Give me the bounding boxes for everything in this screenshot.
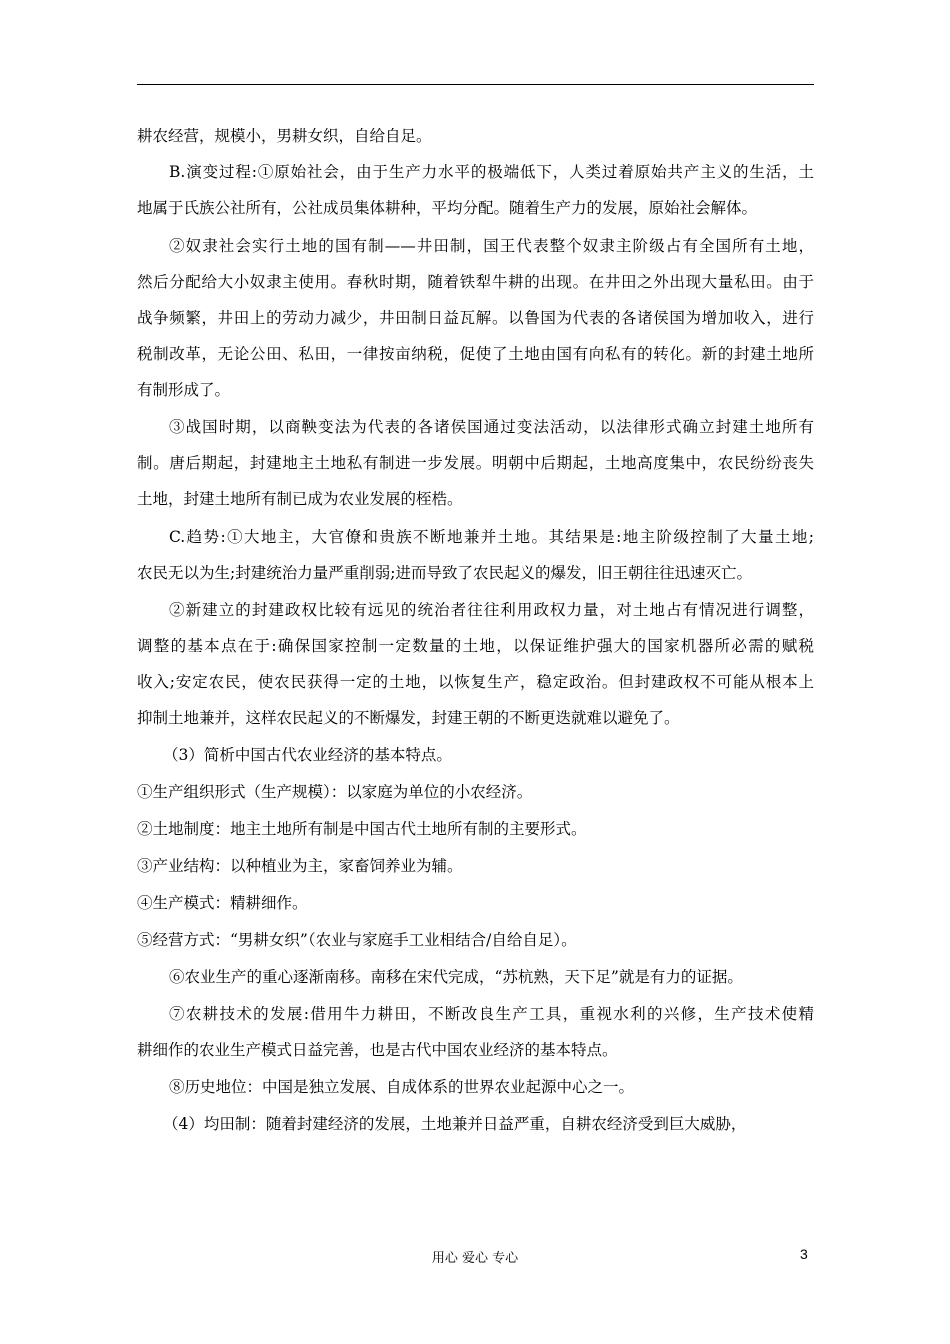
list-item: ⑦农耕技术的发展:借用牛力耕田，不断改良生产工具，重视水利的兴修，生产技术使精: [169, 1005, 814, 1023]
text-line: 收入;安定农民，使农民获得一定的土地，以恢复生产，稳定政治。但封建政权不可能从根本上: [137, 673, 814, 691]
footer-slogan: 用心 爱心 专心: [431, 1251, 519, 1266]
list-item: ⑥农业生产的重心逐渐南移。南移在宋代完成，“苏杭熟，天下足”就是有力的证据。: [169, 968, 743, 986]
text-line: 地属于氏族公社所有，公社成员集体耕种，平均分配。随着生产力的发展，原始社会解体。: [137, 199, 758, 217]
text-line: 抑制土地兼并，这样农民起义的不断爆发，封建王朝的不断更迭就难以避免了。: [137, 709, 680, 727]
text-line: 税制改革，无论公田、私田，一律按亩纳税，促使了土地由国有向私有的转化。新的封建土地所: [137, 345, 814, 363]
list-item: ③产业结构：以种植业为主，家畜饲养业为辅。: [137, 857, 463, 875]
text-line: 耕农经营，规模小，男耕女织，自给自足。: [137, 127, 432, 145]
text-line: 耕细作的农业生产模式日益完善，也是古代中国农业经济的基本特点。: [137, 1041, 618, 1059]
text-line: 调整的基本点在于:确保国家控制一定数量的土地，以保证维护强大的国家机器所必需的赋税: [137, 637, 814, 655]
text-line: 有制形成了。: [137, 381, 231, 399]
list-item: ④生产模式：精耕细作。: [137, 894, 308, 912]
text-line: C.趋势:①大地主，大官僚和贵族不断地兼并土地。其结果是:地主阶级控制了大量土地;: [169, 528, 814, 546]
text-line: 制。唐后期起，封建地主土地私有制进一步发展。明朝中后期起，土地高度集中，农民纷纷丧失: [137, 454, 814, 472]
section-heading: （4）均田制：随着封建经济的发展，土地兼并日益严重，自耕农经济受到巨大威胁，: [163, 1115, 747, 1133]
text-line: B.演变过程:①原始社会，由于生产力水平的极端低下，人类过着原始共产主义的生活，土: [169, 163, 814, 181]
header-rule: [137, 84, 814, 85]
text-line: ②新建立的封建政权比较有远见的统治者往往利用政权力量，对土地占有情况进行调整，: [169, 601, 814, 619]
text-line: ③战国时期，以商鞅变法为代表的各诸侯国通过变法活动，以法律形式确立封建土地所有: [169, 418, 814, 436]
section-heading: （3）简析中国古代农业经济的基本特点。: [163, 746, 452, 764]
text-line: 土地，封建土地所有制已成为农业发展的桎梏。: [137, 490, 463, 508]
page-number: 3: [800, 1246, 808, 1262]
text-line: 然后分配给大小奴隶主使用。春秋时期，随着铁犁牛耕的出现。在井田之外出现大量私田。由于: [137, 273, 814, 291]
list-item: ⑧历史地位：中国是独立发展、自成体系的世界农业起源中心之一。: [169, 1078, 635, 1096]
text-line: 战争频繁，井田上的劳动力减少，井田制日益瓦解。以鲁国为代表的各诸侯国为增加收入，进行: [137, 309, 814, 327]
text-line: 农民无以为生;封建统治力量严重削弱;进而导致了农民起义的爆发，旧王朝往往迅速灭亡。: [137, 564, 752, 582]
list-item: ⑤经营方式：“男耕女织”（农业与家庭手工业相结合/自给自足）。: [137, 931, 577, 949]
list-item: ②土地制度：地主土地所有制是中国古代土地所有制的主要形式。: [137, 820, 587, 838]
text-line: ②奴隶社会实行土地的国有制——井田制，国王代表整个奴隶主阶级占有全国所有土地，: [169, 237, 814, 255]
list-item: ①生产组织形式（生产规模）：以家庭为单位的小农经济。: [137, 783, 533, 801]
